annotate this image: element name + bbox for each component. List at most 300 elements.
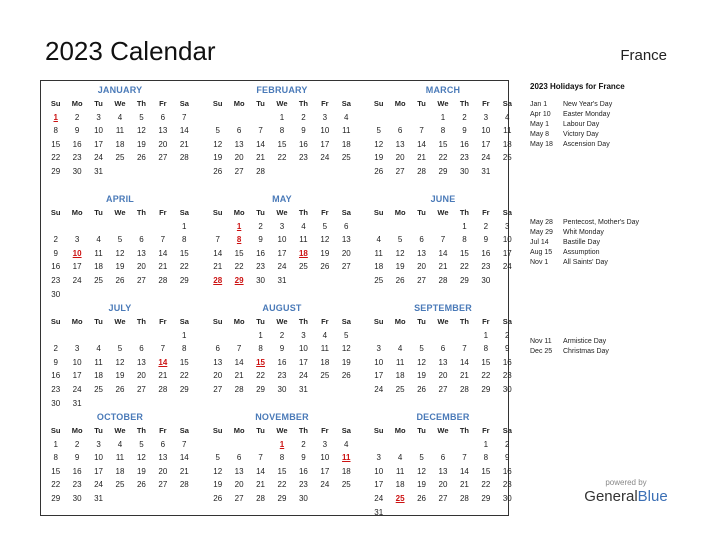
- day-cell: 26: [374, 166, 384, 176]
- day-cell: 6: [397, 126, 403, 136]
- day-cell: 15: [179, 357, 189, 367]
- day-cell: 29: [179, 384, 189, 394]
- day-cell: 3: [483, 112, 489, 122]
- day-cell: 30: [277, 384, 287, 394]
- day-cell: 15: [481, 466, 491, 476]
- day-cell: 5: [397, 235, 403, 245]
- weekday-header: Th: [298, 99, 308, 108]
- day-cell: 8: [53, 126, 58, 136]
- day-cell: 20: [136, 262, 146, 272]
- day-cell: 6: [419, 235, 424, 245]
- day-cell: 21: [158, 371, 168, 381]
- day-cell: 12: [395, 248, 405, 258]
- day-cell: 25: [341, 153, 351, 163]
- day-cell: 6: [139, 235, 144, 245]
- day-cell: 17: [502, 248, 512, 258]
- brand-logo: [584, 488, 668, 505]
- day-cell: 30: [51, 289, 61, 299]
- weekday-header: Su: [50, 99, 61, 108]
- day-cell: 18: [395, 480, 405, 490]
- weekday-header: Sa: [179, 99, 189, 108]
- day-cell: 4: [397, 344, 403, 354]
- holiday-row: [530, 140, 700, 150]
- day-cell: 5: [376, 126, 381, 136]
- day-cell: 2: [301, 112, 306, 122]
- day-cell: 17: [94, 139, 104, 149]
- day-cell: 29: [256, 384, 266, 394]
- page-title: 2023 Calendar: [45, 36, 216, 66]
- day-cell: 20: [417, 262, 427, 272]
- day-cell: 6: [236, 453, 242, 463]
- month-january: [45, 83, 195, 179]
- day-cell: 21: [213, 262, 223, 272]
- day-cell: 13: [341, 235, 351, 245]
- holiday-name: Assumption: [563, 249, 600, 256]
- weekday-header: Tu: [94, 426, 103, 435]
- day-cell: 12: [115, 248, 125, 258]
- day-cell: 27: [234, 166, 244, 176]
- day-cell: 28: [179, 480, 189, 490]
- day-cell: 13: [395, 139, 405, 149]
- day-cell: 26: [213, 166, 223, 176]
- weekday-header: Mo: [71, 99, 83, 108]
- holiday-date: Nov 1: [530, 259, 549, 266]
- month-october: [45, 410, 195, 506]
- day-cell: 16: [298, 139, 308, 149]
- day-cell: 2: [74, 112, 80, 122]
- holiday-row: [530, 228, 700, 238]
- day-cell: 25: [115, 480, 125, 490]
- day-cell: 23: [72, 153, 82, 163]
- day-cell: 25: [374, 275, 384, 285]
- day-cell: 23: [51, 275, 61, 285]
- branding: [584, 478, 668, 505]
- day-cell: 3: [96, 112, 101, 122]
- day-cell: 25: [94, 275, 104, 285]
- day-cell: 15: [51, 139, 61, 149]
- day-cell: 14: [179, 453, 189, 463]
- holiday-name: Christmas Day: [563, 348, 609, 355]
- weekday-header: Th: [298, 317, 308, 326]
- day-grid: [368, 424, 518, 519]
- day-cell: 24: [277, 262, 287, 272]
- day-cell: 20: [234, 480, 244, 490]
- holiday-name: All Saints' Day: [563, 259, 608, 266]
- month-february: [207, 83, 357, 179]
- weekday-header: Su: [50, 208, 61, 217]
- day-cell: 15: [277, 139, 287, 149]
- day-cell: 6: [344, 221, 349, 231]
- day-cell: 30: [502, 384, 512, 394]
- day-cell: 3: [505, 221, 510, 231]
- day-cell: 19: [341, 357, 351, 367]
- day-cell: 10: [277, 235, 287, 245]
- day-cell: 22: [459, 262, 469, 272]
- day-grid: [368, 315, 518, 397]
- day-cell: 31: [298, 384, 308, 394]
- day-cell: 11: [320, 344, 329, 354]
- day-cell: 5: [419, 344, 424, 354]
- day-cell: 26: [115, 275, 125, 285]
- day-cell: 8: [182, 235, 187, 245]
- month-name: SEPTEMBER: [414, 303, 472, 313]
- day-cell: 16: [51, 262, 61, 272]
- day-cell: 20: [158, 139, 168, 149]
- day-cell: 1: [258, 330, 263, 340]
- day-cell: 29: [481, 384, 491, 394]
- day-cell: 1: [440, 112, 446, 122]
- day-cell: 26: [115, 384, 125, 394]
- day-cell: 19: [417, 480, 427, 490]
- day-cell: 9: [301, 453, 306, 463]
- day-cell: 23: [256, 262, 266, 272]
- day-cell: 15: [459, 248, 469, 258]
- weekday-header: We: [276, 426, 288, 435]
- weekday-header: We: [276, 208, 288, 217]
- weekday-header: Su: [373, 208, 384, 217]
- day-cell: 9: [258, 235, 263, 245]
- weekday-header: Mo: [233, 317, 245, 326]
- day-cell: 20: [136, 371, 146, 381]
- day-cell: 12: [213, 466, 223, 476]
- empty-cell: [207, 438, 228, 452]
- day-cell: 11: [94, 248, 103, 258]
- day-cell: 6: [215, 344, 220, 354]
- day-cell: 16: [481, 248, 491, 258]
- day-cell: 1: [462, 221, 467, 231]
- day-cell: 30: [459, 166, 469, 176]
- day-cell: 21: [438, 262, 448, 272]
- day-cell: 7: [258, 126, 263, 136]
- day-cell: 30: [256, 275, 266, 285]
- weekday-header: Fr: [482, 426, 490, 435]
- day-cell: 12: [320, 235, 330, 245]
- day-cell: 8: [483, 344, 489, 354]
- weekday-header: Mo: [233, 208, 245, 217]
- weekday-header: Mo: [394, 208, 406, 217]
- day-cell: 28: [256, 493, 266, 503]
- day-cell: 8: [462, 235, 467, 245]
- weekday-header: Su: [50, 426, 61, 435]
- day-cell: 23: [298, 153, 308, 163]
- day-cell: 4: [301, 221, 306, 231]
- day-cell: 15: [277, 466, 287, 476]
- day-cell: 1: [279, 112, 285, 122]
- holiday-day: 25: [395, 493, 405, 503]
- day-cell: 19: [417, 371, 427, 381]
- empty-cell: [368, 111, 389, 125]
- day-cell: 22: [481, 371, 491, 381]
- empty-cell: [250, 438, 271, 452]
- day-cell: 3: [74, 344, 80, 354]
- day-cell: 9: [462, 126, 467, 136]
- day-cell: 21: [234, 371, 244, 381]
- weekday-header: We: [276, 317, 288, 326]
- day-cell: 10: [94, 126, 104, 136]
- day-cell: 21: [158, 262, 168, 272]
- weekday-header: Tu: [417, 426, 426, 435]
- day-cell: 5: [215, 453, 220, 463]
- day-cell: 2: [74, 439, 80, 449]
- day-cell: 8: [440, 126, 446, 136]
- day-cell: 4: [117, 439, 123, 449]
- day-grid: [207, 424, 357, 506]
- day-cell: 25: [320, 371, 330, 381]
- day-cell: 3: [279, 221, 285, 231]
- day-cell: 11: [395, 357, 405, 367]
- month-july: [45, 301, 195, 410]
- day-cell: 14: [213, 248, 223, 258]
- holiday-day: 14: [158, 357, 168, 367]
- day-cell: 17: [72, 371, 82, 381]
- day-cell: 2: [505, 330, 510, 340]
- day-cell: 3: [96, 439, 101, 449]
- weekday-header: Tu: [94, 208, 103, 217]
- day-cell: 8: [279, 453, 285, 463]
- weekday-header: Su: [50, 317, 61, 326]
- empty-cell: [389, 111, 410, 125]
- empty-cell: [250, 111, 271, 125]
- weekday-header: Sa: [179, 426, 189, 435]
- day-cell: 7: [160, 344, 166, 354]
- month-name: MAY: [272, 194, 292, 204]
- day-cell: 17: [72, 262, 82, 272]
- empty-cell: [228, 329, 249, 343]
- holiday-date: Dec 25: [530, 348, 553, 355]
- day-cell: 14: [179, 126, 189, 136]
- empty-cell: [45, 329, 66, 343]
- weekday-header: Mo: [394, 426, 406, 435]
- day-grid: [45, 97, 195, 179]
- weekday-header: Fr: [321, 317, 329, 326]
- country-label: France: [620, 47, 667, 64]
- day-cell: 18: [502, 139, 512, 149]
- day-cell: 9: [53, 248, 58, 258]
- day-cell: 20: [234, 153, 244, 163]
- weekday-header: Mo: [394, 99, 406, 108]
- day-cell: 13: [136, 248, 146, 258]
- day-cell: 19: [320, 248, 330, 258]
- weekday-header: Th: [136, 208, 146, 217]
- holiday-day: 18: [298, 248, 308, 258]
- day-cell: 10: [320, 453, 330, 463]
- day-cell: 29: [459, 275, 469, 285]
- holiday-row: [530, 110, 700, 120]
- weekday-header: Th: [298, 208, 308, 217]
- day-cell: 18: [395, 371, 405, 381]
- day-cell: 11: [503, 126, 512, 136]
- day-cell: 11: [115, 126, 125, 136]
- day-cell: 23: [459, 153, 469, 163]
- empty-cell: [368, 438, 389, 452]
- day-cell: 9: [74, 126, 80, 136]
- day-cell: 28: [179, 153, 189, 163]
- day-cell: 18: [94, 371, 104, 381]
- day-cell: 26: [136, 153, 146, 163]
- empty-cell: [368, 329, 389, 343]
- day-cell: 24: [94, 153, 104, 163]
- holiday-name: Whit Monday: [563, 229, 604, 236]
- day-cell: 15: [481, 357, 491, 367]
- day-cell: 24: [374, 493, 384, 503]
- day-cell: 27: [341, 262, 351, 272]
- month-name: AUGUST: [262, 303, 302, 313]
- weekday-header: Mo: [233, 99, 245, 108]
- day-cell: 29: [51, 166, 61, 176]
- day-cell: 6: [160, 112, 166, 122]
- day-cell: 26: [417, 493, 427, 503]
- day-cell: 31: [72, 398, 82, 408]
- month-name: JANUARY: [97, 85, 143, 95]
- day-cell: 9: [74, 453, 80, 463]
- day-cell: 22: [51, 480, 61, 490]
- day-cell: 27: [158, 153, 168, 163]
- day-cell: 15: [438, 139, 448, 149]
- weekday-header: Fr: [482, 99, 490, 108]
- day-cell: 21: [459, 480, 469, 490]
- weekday-header: Sa: [502, 426, 512, 435]
- day-cell: 25: [395, 384, 405, 394]
- weekday-header: Tu: [94, 99, 103, 108]
- holiday-day: 28: [213, 275, 223, 285]
- day-cell: 26: [341, 371, 351, 381]
- day-cell: 31: [94, 166, 104, 176]
- day-cell: 12: [115, 357, 125, 367]
- day-cell: 24: [374, 384, 384, 394]
- day-cell: 2: [53, 235, 58, 245]
- day-cell: 4: [376, 235, 381, 245]
- holiday-name: Victory Day: [563, 131, 599, 138]
- empty-cell: [207, 111, 228, 125]
- day-cell: 23: [502, 371, 512, 381]
- holiday-date: Nov 11: [530, 338, 552, 345]
- weekday-header: Fr: [482, 317, 490, 326]
- weekday-header: Tu: [417, 317, 426, 326]
- day-cell: 12: [136, 453, 146, 463]
- day-cell: 16: [298, 466, 308, 476]
- day-cell: 4: [96, 344, 101, 354]
- weekday-header: Sa: [341, 208, 351, 217]
- weekday-header: Tu: [256, 317, 265, 326]
- day-grid: [45, 315, 195, 410]
- day-cell: 21: [256, 480, 266, 490]
- day-grid: [45, 424, 195, 506]
- day-cell: 22: [277, 153, 287, 163]
- month-december: [368, 410, 518, 519]
- day-cell: 24: [72, 384, 82, 394]
- weekday-header: Fr: [159, 426, 167, 435]
- day-cell: 12: [417, 466, 427, 476]
- day-cell: 16: [72, 466, 82, 476]
- day-cell: 29: [179, 275, 189, 285]
- holiday-row: [530, 130, 700, 140]
- empty-cell: [207, 220, 228, 234]
- day-cell: 6: [236, 126, 242, 136]
- day-cell: 12: [374, 139, 384, 149]
- holiday-name: Easter Monday: [563, 111, 611, 118]
- weekday-header: Sa: [341, 426, 351, 435]
- day-cell: 6: [139, 344, 144, 354]
- day-cell: 1: [483, 330, 489, 340]
- day-cell: 16: [51, 371, 61, 381]
- day-cell: 22: [481, 480, 491, 490]
- empty-cell: [152, 329, 173, 343]
- empty-cell: [66, 220, 87, 234]
- day-cell: 13: [136, 357, 146, 367]
- day-cell: 9: [505, 344, 510, 354]
- day-cell: 2: [462, 112, 467, 122]
- day-cell: 11: [395, 466, 405, 476]
- weekday-header: Su: [212, 99, 223, 108]
- holiday-day: 8: [236, 235, 242, 245]
- day-cell: 27: [395, 166, 405, 176]
- day-cell: 10: [481, 126, 491, 136]
- day-cell: 3: [322, 439, 328, 449]
- day-cell: 18: [115, 466, 125, 476]
- day-cell: 5: [117, 344, 123, 354]
- day-cell: 20: [438, 480, 448, 490]
- day-cell: 13: [438, 357, 448, 367]
- empty-cell: [368, 220, 389, 234]
- day-cell: 11: [299, 235, 308, 245]
- day-cell: 5: [215, 126, 220, 136]
- day-cell: 19: [213, 480, 223, 490]
- day-cell: 14: [459, 466, 469, 476]
- empty-cell: [228, 111, 249, 125]
- empty-cell: [454, 438, 475, 452]
- day-cell: 9: [301, 126, 306, 136]
- day-cell: 22: [179, 371, 189, 381]
- weekday-header: Su: [373, 317, 384, 326]
- day-cell: 16: [72, 139, 82, 149]
- day-cell: 21: [256, 153, 266, 163]
- day-cell: 7: [160, 235, 166, 245]
- holiday-date: May 1: [530, 121, 550, 128]
- day-cell: 4: [344, 112, 349, 122]
- holiday-date: May 29: [530, 229, 553, 236]
- day-cell: 4: [322, 330, 328, 340]
- day-cell: 2: [483, 221, 489, 231]
- weekday-header: We: [437, 99, 449, 108]
- powered-by-text: powered by: [605, 478, 647, 487]
- holiday-row: [530, 337, 700, 347]
- day-cell: 23: [481, 262, 491, 272]
- day-cell: 2: [505, 439, 510, 449]
- day-cell: 16: [502, 357, 512, 367]
- day-cell: 5: [419, 453, 424, 463]
- day-cell: 26: [395, 275, 405, 285]
- day-cell: 4: [96, 235, 101, 245]
- day-cell: 1: [182, 330, 187, 340]
- day-cell: 25: [502, 153, 512, 163]
- weekday-header: Sa: [341, 99, 351, 108]
- day-cell: 22: [51, 153, 61, 163]
- holiday-name: Armistice Day: [563, 338, 607, 345]
- day-cell: 30: [298, 493, 308, 503]
- calendar-grid: [40, 80, 512, 517]
- empty-cell: [432, 220, 453, 234]
- day-cell: 27: [438, 493, 448, 503]
- empty-cell: [411, 329, 432, 343]
- empty-cell: [228, 438, 249, 452]
- day-cell: 23: [298, 480, 308, 490]
- day-cell: 29: [481, 493, 491, 503]
- day-cell: 17: [298, 357, 308, 367]
- day-cell: 13: [234, 466, 244, 476]
- day-cell: 4: [397, 453, 403, 463]
- weekday-header: We: [437, 317, 449, 326]
- day-cell: 9: [483, 235, 489, 245]
